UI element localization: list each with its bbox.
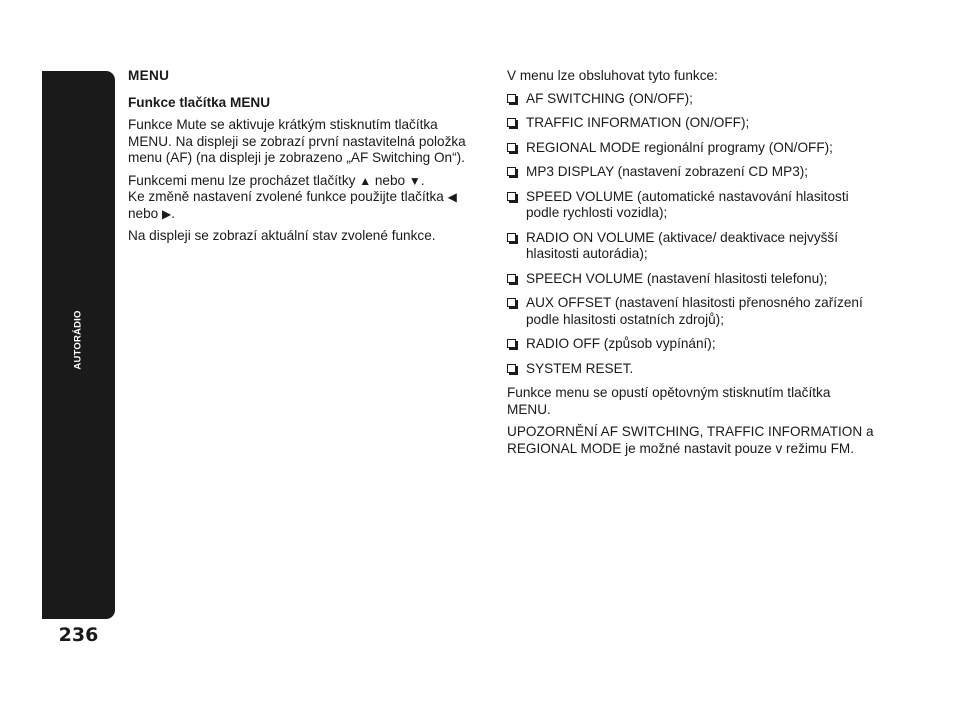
paragraph-navigation bbox=[128, 173, 480, 223]
text-fragment: nebo bbox=[374, 172, 406, 188]
paragraph-exit: Funkce menu se opustí opětovným stisknutím tlačítka MENU. bbox=[507, 385, 831, 417]
paragraph-status: Na displeji se zobrazí aktuální stav zvolené funkce. bbox=[128, 228, 436, 243]
list-item bbox=[507, 91, 877, 108]
text-fragment: . bbox=[171, 205, 176, 221]
arrow-down-icon: ▼ bbox=[408, 173, 421, 188]
list-item bbox=[507, 230, 877, 263]
section-heading: MENU bbox=[128, 68, 170, 83]
list-item-text: RADIO OFF (způsob vypínání); bbox=[526, 336, 716, 351]
left-column bbox=[128, 68, 480, 251]
checkbox-bullet-icon bbox=[507, 233, 516, 242]
paragraph-mute: Funkce Mute se aktivuje krátkým stisknutím tlačítka MENU. Na displeji se zobrazí první nastavitelná položka menu (AF) (na displeji je zobrazeno „AF Switching On“). bbox=[128, 117, 466, 165]
checkbox-bullet-icon bbox=[507, 364, 516, 373]
list-item-text: SYSTEM RESET. bbox=[526, 360, 634, 376]
page-number: 236 bbox=[58, 624, 99, 646]
list-item-text: TRAFFIC INFORMATION (ON/OFF); bbox=[526, 115, 750, 130]
checkbox-bullet-icon bbox=[507, 167, 516, 176]
checkbox-bullet-icon bbox=[507, 192, 516, 201]
text-fragment: nebo bbox=[128, 205, 159, 221]
text-fragment: Funkcemi menu lze procházet tlačítky bbox=[128, 172, 356, 188]
arrow-left-icon: ◀ bbox=[447, 190, 457, 204]
right-column bbox=[507, 68, 877, 463]
list-item bbox=[507, 271, 877, 288]
list-item-text: SPEED VOLUME (automatické nastavování hlasitosti podle rychlosti vozidla); bbox=[526, 188, 849, 220]
subheading: Funkce tlačítka MENU bbox=[128, 94, 271, 110]
list-intro: V menu lze obsluhovat tyto funkce: bbox=[507, 68, 718, 83]
checkbox-bullet-icon bbox=[507, 274, 516, 283]
text-fragment: Ke změně nastavení zvolené funkce použijte tlačítka bbox=[128, 189, 444, 204]
list-item bbox=[507, 295, 877, 328]
warning-note: UPOZORNĚNÍ AF SWITCHING, TRAFFIC INFORMATION a REGIONAL MODE je možné nastavit pouze v režimu FM. bbox=[507, 424, 874, 456]
checkbox-bullet-icon bbox=[507, 94, 516, 103]
arrow-right-icon: ▶ bbox=[162, 206, 172, 221]
arrow-up-icon: ▲ bbox=[359, 173, 372, 188]
list-item bbox=[507, 140, 877, 157]
checkbox-bullet-icon bbox=[507, 118, 516, 127]
list-item-text: RADIO ON VOLUME (aktivace/ deaktivace nejvyšší hlasitosti autorádia); bbox=[526, 229, 838, 261]
checkbox-bullet-icon bbox=[507, 143, 516, 152]
function-list bbox=[507, 91, 877, 378]
section-label: AUTORÁDIO bbox=[72, 310, 84, 370]
list-item-text: AF SWITCHING (ON/OFF); bbox=[526, 90, 693, 106]
list-item bbox=[507, 361, 877, 378]
checkbox-bullet-icon bbox=[507, 339, 516, 348]
list-item-text: SPEECH VOLUME (nastavení hlasitosti telefonu); bbox=[526, 270, 828, 286]
list-item bbox=[507, 336, 877, 353]
list-item bbox=[507, 115, 877, 132]
text-fragment: . bbox=[420, 172, 425, 188]
list-item-text: MP3 DISPLAY (nastavení zobrazení CD MP3); bbox=[526, 164, 809, 179]
list-item bbox=[507, 189, 877, 222]
list-item-text: AUX OFFSET (nastavení hlasitosti přenosného zařízení podle hlasitosti ostatních zdrojů); bbox=[526, 295, 863, 327]
list-item bbox=[507, 164, 877, 181]
checkbox-bullet-icon bbox=[507, 298, 516, 307]
list-item-text: REGIONAL MODE regionální programy (ON/OFF); bbox=[526, 139, 833, 155]
